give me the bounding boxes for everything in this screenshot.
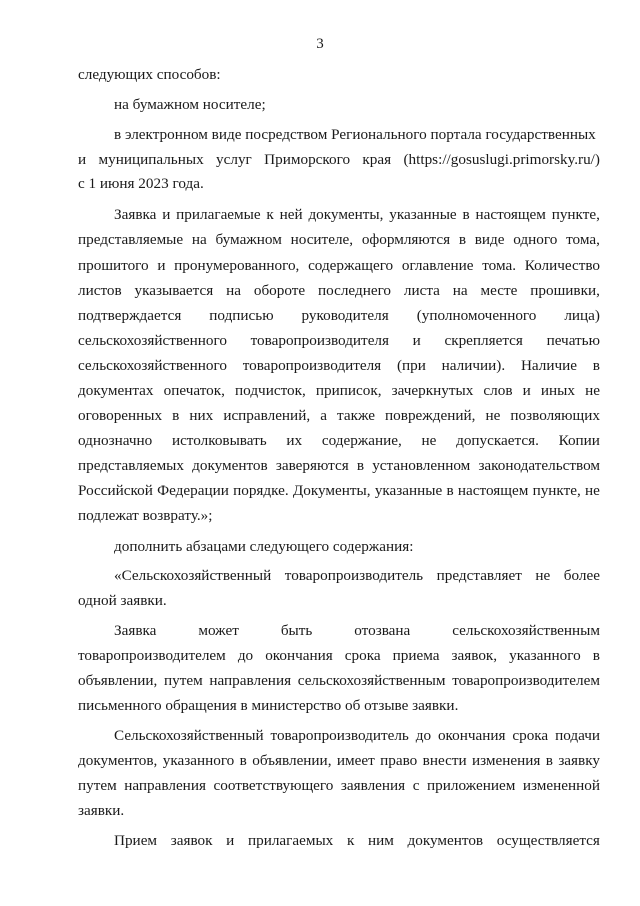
text-line: сельскохозяйственного товаропроизводителя и скрепляется печатью (78, 332, 600, 349)
text-line: прошитого и пронумерованного, содержащего оглавление тома. Количество (78, 257, 600, 274)
text-line: документах опечаток, подчисток, приписок, зачеркнутых слов и иных не (78, 382, 600, 399)
text-line: Сельскохозяйственный товаропроизводитель до окончания срока подачи (114, 727, 600, 744)
text-line: на бумажном носителе; (114, 96, 266, 113)
text-line: заявки. (78, 802, 125, 819)
text-line: «Сельскохозяйственный товаропроизводитель представляет не более (114, 567, 600, 584)
text-line: подлежат возврату.»; (78, 507, 213, 524)
text-line: Заявка и прилагаемые к ней документы, указанные в настоящем пункте, (114, 206, 600, 223)
text-line: и муниципальных услуг Приморского края (https://gosuslugi.primorsky.ru/) (78, 151, 600, 168)
text-line: в электронном виде посредством Регионального портала государственных (114, 126, 596, 143)
text-line: товаропроизводителем до окончания срока приема заявок, указанного в (78, 647, 600, 664)
text-line: одной заявки. (78, 592, 167, 609)
text-line: Заявка может быть отозвана сельскохозяйственным (114, 622, 600, 639)
text-line: документов, указанного в объявлении, имеет право внести изменения в заявку (78, 752, 600, 769)
text-line: путем направления соответствующего заявления с приложением измененной (78, 777, 600, 794)
text-line: дополнить абзацами следующего содержания: (114, 538, 414, 555)
text-line: объявлении, путем направления сельскохозяйственным товаропроизводителем (78, 672, 600, 689)
text-line: оговоренных в них исправлений, а также повреждений, не позволяющих (78, 407, 600, 424)
text-line: представляемых документов заверяются в установленном законодательством (78, 457, 600, 474)
text-line: сельскохозяйственного товаропроизводителя (при наличии). Наличие в (78, 357, 600, 374)
text-line: подтверждается подписью руководителя (уполномоченного лица) (78, 307, 600, 324)
text-line: Прием заявок и прилагаемых к ним документов осуществляется (114, 832, 600, 849)
text-line: письменного обращения в министерство об отзыве заявки. (78, 697, 459, 714)
text-line: однозначно истолковывать их содержание, не допускается. Копии (78, 432, 600, 449)
text-line: с 1 июня 2023 года. (78, 175, 204, 192)
text-line: листов указывается на обороте последнего листа на месте прошивки, (78, 282, 600, 299)
text-line: представляемые на бумажном носителе, оформляются в виде одного тома, (78, 231, 600, 248)
text-line: следующих способов: (78, 66, 221, 83)
text-line: Российской Федерации порядке. Документы, указанные в настоящем пункте, не (78, 482, 600, 499)
page-number: 3 (316, 36, 324, 52)
